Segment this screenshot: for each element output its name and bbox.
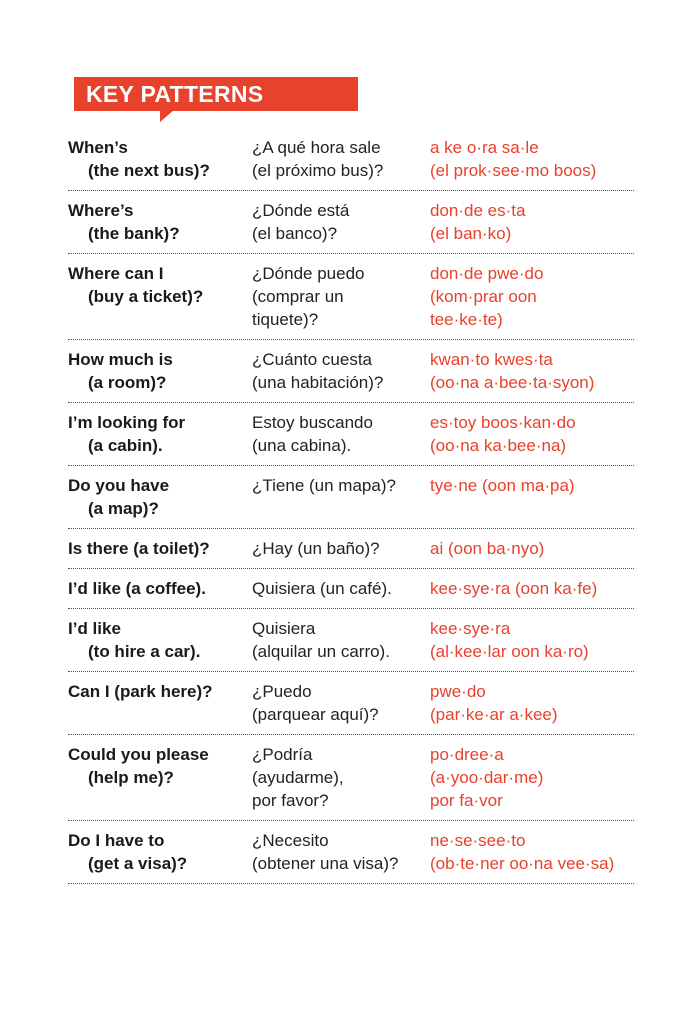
spanish-phrase <box>252 411 430 457</box>
phrase-row <box>68 743 634 821</box>
pronunciation-line: (kom·prar oon <box>430 287 537 306</box>
phrase-row <box>68 680 634 735</box>
spanish-phrase-line: (ayudarme), <box>252 768 344 787</box>
spanish-phrase-line: (una habitación)? <box>252 373 384 392</box>
spanish-phrase <box>252 577 430 600</box>
english-phrase-line: I’d like <box>68 619 121 638</box>
spanish-phrase <box>252 829 430 875</box>
spanish-phrase-line: ¿Hay (un baño)? <box>252 539 380 558</box>
english-phrase <box>68 199 252 245</box>
pronunciation-line: es·toy boos·kan·do <box>430 413 576 432</box>
english-phrase-line: (get a visa)? <box>88 854 188 873</box>
spanish-phrase-line: Estoy buscando <box>252 413 373 432</box>
english-phrase <box>68 262 252 331</box>
pronunciation-line: don·de es·ta <box>430 201 526 220</box>
pronunciation-line: (oo·na a·bee·ta·syon) <box>430 373 595 392</box>
pronunciation <box>430 829 634 875</box>
english-phrase-line: (a cabin). <box>88 436 163 455</box>
spanish-phrase-line: ¿Necesito <box>252 831 329 850</box>
spanish-phrase-line: ¿Tiene (un mapa)? <box>252 476 396 495</box>
pronunciation-line: pwe·do <box>430 682 486 701</box>
pronunciation-line: por fa·vor <box>430 791 503 810</box>
spanish-phrase-line: (el banco)? <box>252 224 338 243</box>
pronunciation <box>430 577 634 600</box>
english-phrase-line: Do I have to <box>68 831 165 850</box>
english-phrase-line: (the next bus)? <box>88 161 210 180</box>
spanish-phrase-line: (el próximo bus)? <box>252 161 384 180</box>
spanish-phrase-line: ¿Podría <box>252 745 313 764</box>
spanish-phrase <box>252 199 430 245</box>
pronunciation-line: kwan·to kwes·ta <box>430 350 553 369</box>
pronunciation <box>430 136 634 182</box>
english-phrase <box>68 136 252 182</box>
spanish-phrase-line: Quisiera (un café). <box>252 579 392 598</box>
english-phrase <box>68 474 252 520</box>
spanish-phrase-line: ¿Cuánto cuesta <box>252 350 373 369</box>
english-phrase-line: Could you please <box>68 745 209 764</box>
english-phrase-line: (buy a ticket)? <box>88 287 204 306</box>
english-phrase <box>68 680 252 726</box>
english-phrase-line: Is there (a toilet)? <box>68 539 210 558</box>
phrase-row <box>68 199 634 254</box>
pronunciation-line: tee·ke·te) <box>430 310 503 329</box>
spanish-phrase-line: por favor? <box>252 791 329 810</box>
spanish-phrase <box>252 348 430 394</box>
spanish-phrase-line: (obtener una visa)? <box>252 854 399 873</box>
spanish-phrase-line: (comprar un <box>252 287 344 306</box>
pronunciation <box>430 743 634 812</box>
spanish-phrase <box>252 537 430 560</box>
spanish-phrase <box>252 617 430 663</box>
spanish-phrase-line: (parquear aquí)? <box>252 705 379 724</box>
spanish-phrase <box>252 743 430 812</box>
english-phrase <box>68 537 252 560</box>
english-phrase-line: Where’s <box>68 201 134 220</box>
pronunciation-line: (al·kee·lar oon ka·ro) <box>430 642 589 661</box>
spanish-phrase-line: tiquete)? <box>252 310 319 329</box>
pronunciation <box>430 411 634 457</box>
english-phrase-line: How much is <box>68 350 173 369</box>
spanish-phrase-line: (alquilar un carro). <box>252 642 390 661</box>
english-phrase-line: (help me)? <box>88 768 174 787</box>
english-phrase <box>68 577 252 600</box>
pronunciation-line: (oo·na ka·bee·na) <box>430 436 567 455</box>
english-phrase <box>68 411 252 457</box>
pronunciation-line: (el ban·ko) <box>430 224 512 243</box>
spanish-phrase-line: ¿Puedo <box>252 682 312 701</box>
phrase-row <box>68 136 634 191</box>
pronunciation-line: (a·yoo·dar·me) <box>430 768 544 787</box>
pronunciation <box>430 680 634 726</box>
phrase-table <box>68 136 634 892</box>
spanish-phrase <box>252 136 430 182</box>
pronunciation-line: (el prok·see·mo boos) <box>430 161 597 180</box>
spanish-phrase <box>252 262 430 331</box>
spanish-phrase-line: ¿A qué hora sale <box>252 138 381 157</box>
spanish-phrase-line: ¿Dónde está <box>252 201 350 220</box>
english-phrase <box>68 829 252 875</box>
section-banner <box>74 77 358 111</box>
spanish-phrase-line: ¿Dónde puedo <box>252 264 365 283</box>
pronunciation-line: don·de pwe·do <box>430 264 544 283</box>
english-phrase <box>68 617 252 663</box>
pronunciation <box>430 474 634 520</box>
pronunciation <box>430 617 634 663</box>
phrase-row <box>68 474 634 529</box>
english-phrase-line: I’m looking for <box>68 413 186 432</box>
pronunciation-line: ne·se·see·to <box>430 831 526 850</box>
pronunciation-line: (par·ke·ar a·kee) <box>430 705 558 724</box>
english-phrase-line: (a map)? <box>88 499 159 518</box>
pronunciation-line: (ob·te·ner oo·na vee·sa) <box>430 854 615 873</box>
pronunciation <box>430 537 634 560</box>
pronunciation-line: a ke o·ra sa·le <box>430 138 539 157</box>
english-phrase <box>68 348 252 394</box>
phrase-row <box>68 348 634 403</box>
pronunciation-line: tye·ne (oon ma·pa) <box>430 476 575 495</box>
phrase-row <box>68 262 634 340</box>
spanish-phrase-line: Quisiera <box>252 619 316 638</box>
banner-tail-decoration <box>160 110 174 122</box>
phrase-row <box>68 411 634 466</box>
pronunciation-line: ai (oon ba·nyo) <box>430 539 545 558</box>
phrase-row <box>68 537 634 569</box>
pronunciation-line: po·dree·a <box>430 745 504 764</box>
pronunciation <box>430 348 634 394</box>
section-title: KEY PATTERNS <box>86 81 264 107</box>
phrase-row <box>68 617 634 672</box>
phrase-row <box>68 577 634 609</box>
english-phrase-line: Can I (park here)? <box>68 682 213 701</box>
pronunciation <box>430 262 634 331</box>
phrase-row <box>68 829 634 884</box>
english-phrase-line: When’s <box>68 138 128 157</box>
english-phrase-line: I’d like (a coffee). <box>68 579 206 598</box>
spanish-phrase <box>252 474 430 520</box>
pronunciation-line: kee·sye·ra <box>430 619 511 638</box>
english-phrase-line: Do you have <box>68 476 170 495</box>
english-phrase-line: (to hire a car). <box>88 642 201 661</box>
pronunciation-line: kee·sye·ra (oon ka·fe) <box>430 579 598 598</box>
pronunciation <box>430 199 634 245</box>
spanish-phrase-line: (una cabina). <box>252 436 352 455</box>
english-phrase <box>68 743 252 812</box>
english-phrase-line: (a room)? <box>88 373 167 392</box>
english-phrase-line: Where can I <box>68 264 164 283</box>
english-phrase-line: (the bank)? <box>88 224 180 243</box>
spanish-phrase <box>252 680 430 726</box>
